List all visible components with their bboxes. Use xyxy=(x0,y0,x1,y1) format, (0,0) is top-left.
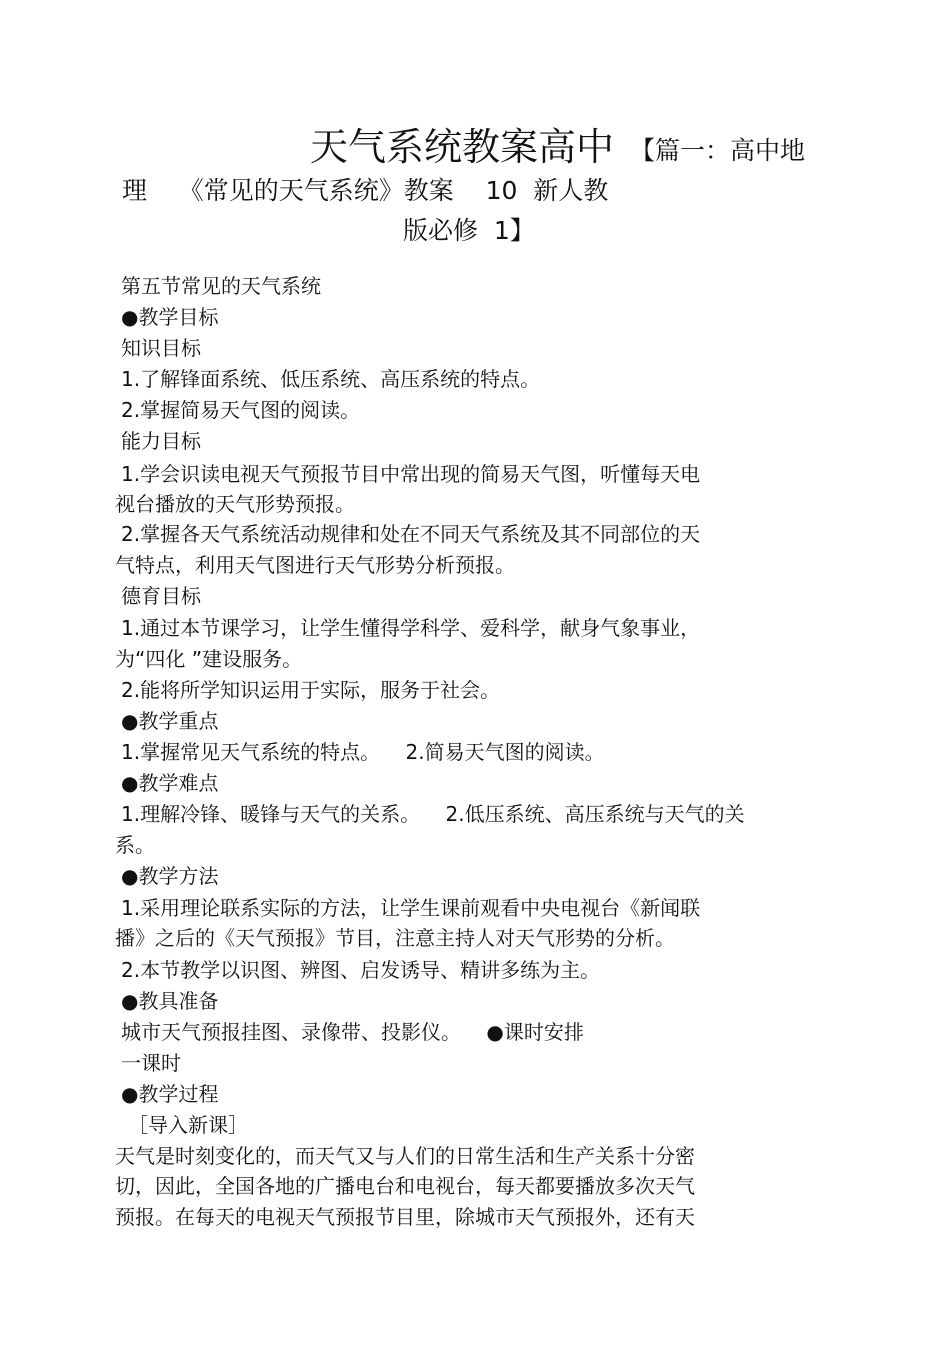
subheading: 知识目标 xyxy=(121,336,201,360)
body-line: 气特点，利用天气图进行天气形势分析预报。 xyxy=(115,553,515,577)
body-line: 2.能将所学知识运用于实际，服务于社会。 xyxy=(121,678,501,702)
body-line: 1.了解锋面系统、低压系统、高压系统的特点。 xyxy=(121,367,541,391)
bullet-heading: ●教具准备 xyxy=(121,989,219,1013)
body-line: 1.理解冷锋、暖锋与天气的关系。 2.低压系统、高压系统与天气的关 xyxy=(121,802,745,826)
section-heading: 第五节常见的天气系统 xyxy=(121,274,321,298)
body-line: 2.本节教学以识图、辨图、启发诱导、精讲多练为主。 xyxy=(121,958,601,982)
body-line: 为“四化 ”建设服务。 xyxy=(115,647,303,671)
bullet-heading: ●教学过程 xyxy=(121,1082,219,1106)
document-title-subtitle-line2: 理 《常见的天气系统》教案 10 新人教 xyxy=(122,176,609,205)
bullet-heading: ●教学方法 xyxy=(121,864,219,888)
body-line: 天气是时刻变化的，而天气又与人们的日常生活和生产关系十分密 xyxy=(115,1144,695,1168)
body-line: 播》之后的《天气预报》节目，注意主持人对天气形势的分析。 xyxy=(115,926,675,950)
body-line: 城市天气预报挂图、录像带、投影仪。 ●课时安排 xyxy=(121,1020,584,1044)
bullet-heading: ●教学重点 xyxy=(121,709,219,733)
bracket-heading: ［导入新课］ xyxy=(128,1113,248,1137)
body-line: 视台播放的天气形势预报。 xyxy=(115,492,355,516)
subheading: 德育目标 xyxy=(121,584,201,608)
body-line: 1.学会识读电视天气预报节目中常出现的简易天气图，听懂每天电 xyxy=(121,462,701,486)
bullet-heading: ●教学难点 xyxy=(121,771,219,795)
bullet-heading: ●教学目标 xyxy=(121,305,219,329)
body-line: 2.掌握简易天气图的阅读。 xyxy=(121,398,361,422)
subheading: 能力目标 xyxy=(121,429,201,453)
body-line: 切，因此，全国各地的广播电台和电视台，每天都要播放多次天气 xyxy=(115,1174,695,1198)
body-line: 2.掌握各天气系统活动规律和处在不同天气系统及其不同部位的天 xyxy=(121,522,701,546)
document-title-subtitle: 【篇一：高中地 xyxy=(630,136,806,165)
body-line: 预报。在每天的电视天气预报节目里，除城市天气预报外，还有天 xyxy=(115,1205,695,1229)
body-line: 系。 xyxy=(115,833,155,857)
document-title: 天气系统教案高中 xyxy=(310,125,615,169)
body-line: 1.掌握常见天气系统的特点。 2.简易天气图的阅读。 xyxy=(121,740,605,764)
body-line: 一课时 xyxy=(121,1051,181,1075)
body-line: 1.采用理论联系实际的方法，让学生课前观看中央电视台《新闻联 xyxy=(121,896,701,920)
document-title-subtitle-line3: 版必修 1】 xyxy=(403,216,535,245)
body-line: 1.通过本节课学习，让学生懂得学科学、爱科学，献身气象事业， xyxy=(121,616,701,640)
